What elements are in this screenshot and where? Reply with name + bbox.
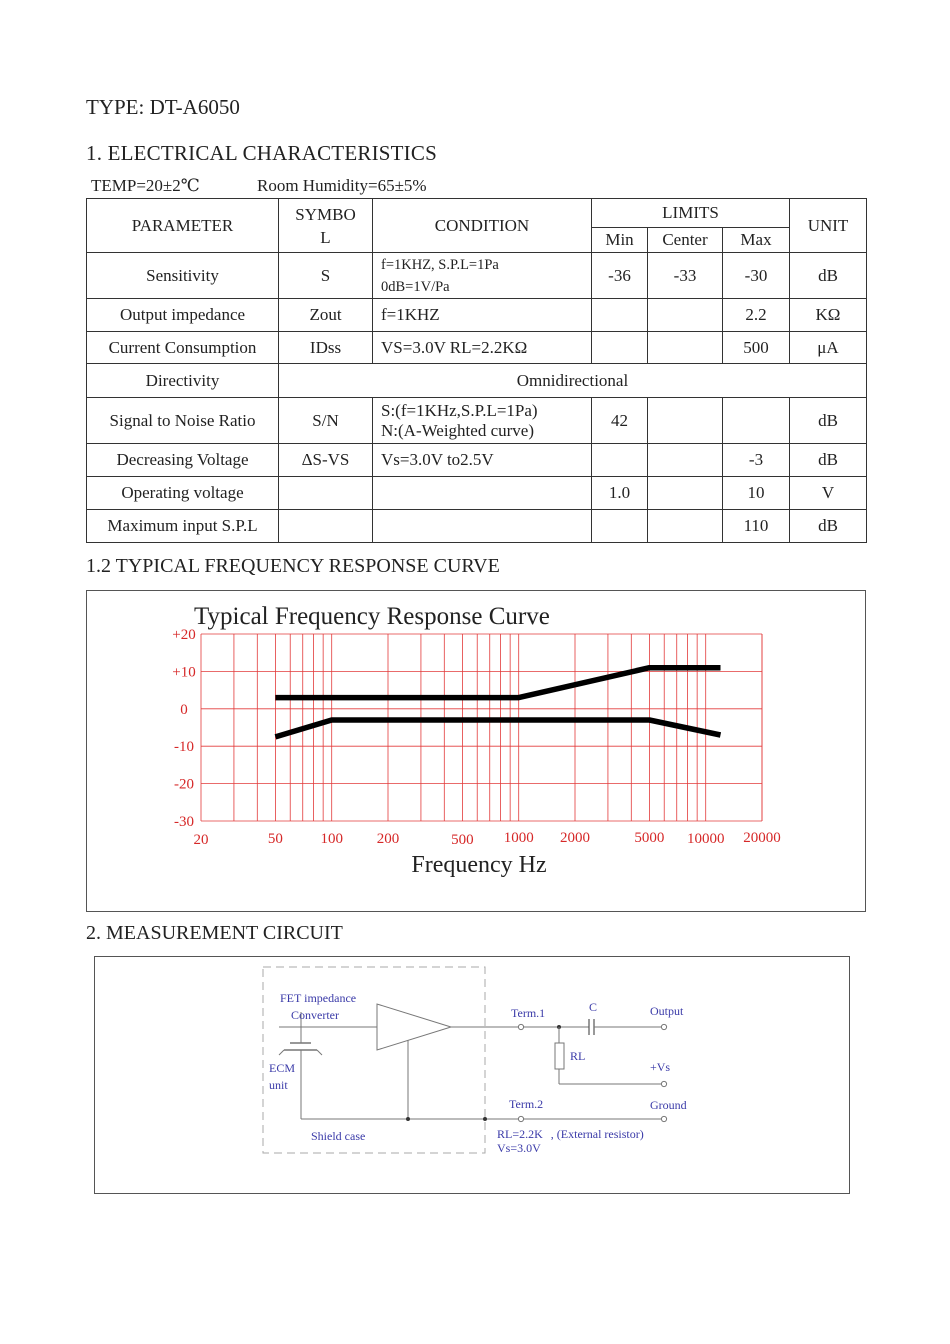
rl-resistor <box>555 1043 564 1069</box>
cell-parameter: Signal to Noise Ratio <box>87 398 279 444</box>
cell-directivity-value: Omnidirectional <box>279 364 867 398</box>
ground-node <box>661 1116 666 1121</box>
fet-label: FET impedance <box>280 991 357 1005</box>
temperature-condition: TEMP=20±2℃ <box>91 176 200 195</box>
cell-unit: μA <box>790 332 867 364</box>
cell-symbol <box>279 510 373 543</box>
vs-node <box>661 1081 666 1086</box>
cell-condition <box>373 510 592 543</box>
cell-symbol <box>279 477 373 510</box>
rl-note <box>497 1127 644 1141</box>
term1-node <box>518 1024 523 1029</box>
x-tick-label: 20 <box>193 832 209 848</box>
cell-parameter: Output impedance <box>87 299 279 332</box>
cell-max: 110 <box>723 510 790 543</box>
section-frequency-title: 1.2 TYPICAL FREQUENCY RESPONSE CURVE <box>86 555 500 577</box>
cell-condition: f=1KHZ <box>373 299 592 332</box>
y-tick-labels <box>172 627 195 830</box>
header-parameter: PARAMETER <box>87 199 279 253</box>
cell-center <box>648 299 723 332</box>
x-tick-label: 5000 <box>634 830 665 846</box>
output-label: Output <box>650 1004 684 1018</box>
measurement-circuit-diagram <box>95 957 849 1193</box>
cell-parameter: Maximum input S.P.L <box>87 510 279 543</box>
junction-dot <box>406 1117 410 1121</box>
x-tick-label: 50 <box>267 831 283 847</box>
cell-parameter: Operating voltage <box>87 477 279 510</box>
cell-unit: dB <box>790 510 867 543</box>
cell-min: 1.0 <box>592 477 648 510</box>
x-tick-label: 10000 <box>686 831 725 847</box>
cell-condition <box>373 477 592 510</box>
term1-label: Term.1 <box>511 1006 546 1020</box>
x-tick-label: 500 <box>451 832 474 848</box>
y-tick-label: 0 <box>180 701 188 718</box>
series-line <box>275 668 720 698</box>
cell-unit: dB <box>790 444 867 477</box>
table-row <box>87 364 867 398</box>
junction-dot <box>483 1117 487 1121</box>
cell-max: 500 <box>723 332 790 364</box>
vs-note: Vs=3.0V <box>497 1141 541 1155</box>
cell-unit: dB <box>790 253 867 299</box>
cell-max: -3 <box>723 444 790 477</box>
cell-min <box>592 299 648 332</box>
ground-label: Ground <box>650 1098 687 1112</box>
capacitor-label: C <box>589 1000 598 1014</box>
cell-condition: f=1KHZ, S.P.L=1Pa 0dB=1V/Pa <box>373 253 592 299</box>
chart-series <box>275 668 720 737</box>
cell-center <box>648 510 723 543</box>
cell-max: 2.2 <box>723 299 790 332</box>
x-tick-label: 1000 <box>503 830 534 846</box>
section-electrical-title: 1. ELECTRICAL CHARACTERISTICS <box>86 141 437 165</box>
type-line <box>86 95 240 120</box>
vs-label: +Vs <box>650 1060 671 1074</box>
cell-symbol: Zout <box>279 299 373 332</box>
x-tick-label: 200 <box>376 831 400 847</box>
ecm-label: ECM <box>269 1061 296 1075</box>
table-row <box>87 253 867 299</box>
cell-max: -30 <box>723 253 790 299</box>
frequency-response-chart-frame <box>86 590 866 912</box>
cell-condition: S:(f=1KHz,S.P.L=1Pa) N:(A-Weighted curve) <box>373 398 592 444</box>
header-condition: CONDITION <box>373 199 592 253</box>
header-max: Max <box>723 228 790 253</box>
x-tick-label: 20000 <box>743 830 781 846</box>
cell-center <box>648 477 723 510</box>
rl-note-value: RL=2.2K <box>497 1127 543 1141</box>
series-line <box>275 720 720 737</box>
x-tick-labels <box>194 830 781 848</box>
y-tick-label: +20 <box>172 627 196 643</box>
ecm-hatch <box>317 1050 322 1055</box>
output-node <box>661 1024 666 1029</box>
header-limits: LIMITS <box>592 199 790 228</box>
x-tick-label: 100 <box>320 831 343 847</box>
cell-min <box>592 332 648 364</box>
measurement-circuit-frame <box>94 956 850 1194</box>
converter-label: Converter <box>291 1008 339 1022</box>
cell-symbol: S/N <box>279 398 373 444</box>
cell-condition: VS=3.0V RL=2.2KΩ <box>373 332 592 364</box>
cell-symbol: ΔS-VS <box>279 444 373 477</box>
shield-case-label: Shield case <box>311 1129 366 1143</box>
cell-min <box>592 510 648 543</box>
cell-min <box>592 444 648 477</box>
type-value: DT-A6050 <box>144 95 240 119</box>
table-row <box>87 444 867 477</box>
frequency-response-chart <box>87 591 865 911</box>
header-unit: UNIT <box>790 199 867 253</box>
cell-parameter: Sensitivity <box>87 253 279 299</box>
chart-title: Typical Frequency Response Curve <box>194 603 550 630</box>
y-tick-label: -30 <box>174 814 194 830</box>
cell-parameter: Directivity <box>87 364 279 398</box>
cell-unit: dB <box>790 398 867 444</box>
table-row <box>87 398 867 444</box>
cell-parameter: Current Consumption <box>87 332 279 364</box>
y-tick-label: -20 <box>174 776 194 793</box>
cell-unit: KΩ <box>790 299 867 332</box>
cell-center <box>648 332 723 364</box>
term2-node <box>518 1116 523 1121</box>
rl-note-suffix: , (External resistor) <box>550 1127 644 1141</box>
table-row <box>87 332 867 364</box>
x-tick-label: 2000 <box>560 830 590 846</box>
term2-label: Term.2 <box>509 1097 544 1111</box>
cell-center <box>648 444 723 477</box>
ecm-unit-label: unit <box>269 1078 288 1092</box>
cell-max: 10 <box>723 477 790 510</box>
cell-parameter: Decreasing Voltage <box>87 444 279 477</box>
cell-center: -33 <box>648 253 723 299</box>
header-min: Min <box>592 228 648 253</box>
amplifier-icon <box>377 1004 451 1050</box>
table-row <box>87 299 867 332</box>
y-tick-label: -10 <box>174 739 194 756</box>
y-tick-label: +10 <box>172 664 196 681</box>
cell-min: -36 <box>592 253 648 299</box>
electrical-characteristics-table <box>86 198 867 543</box>
table-row <box>87 477 867 510</box>
cell-max <box>723 398 790 444</box>
cell-condition: Vs=3.0V to2.5V <box>373 444 592 477</box>
cell-symbol: S <box>279 253 373 299</box>
ecm-hatch <box>279 1050 284 1055</box>
table-row <box>87 510 867 543</box>
cell-symbol: IDss <box>279 332 373 364</box>
x-axis-label: Frequency Hz <box>411 852 547 878</box>
type-label: TYPE: <box>86 95 145 119</box>
humidity-condition: Room Humidity=65±5% <box>257 176 427 195</box>
rl-label: RL <box>570 1049 586 1063</box>
cell-min: 42 <box>592 398 648 444</box>
cell-center <box>648 398 723 444</box>
cell-unit: V <box>790 477 867 510</box>
header-center: Center <box>648 228 723 253</box>
header-symbol: SYMBO L <box>279 199 373 253</box>
section-circuit-title: 2. MEASUREMENT CIRCUIT <box>86 922 343 944</box>
